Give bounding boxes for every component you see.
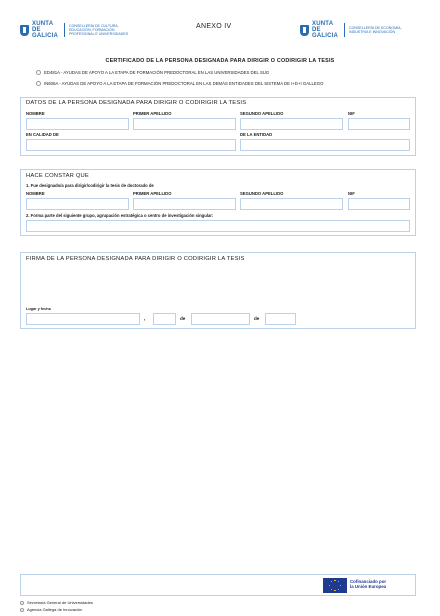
radio-button[interactable]	[36, 70, 41, 75]
xunta-logo-right	[300, 21, 404, 39]
procedure-option-ed481a[interactable]: ED481A - AYUDAS DE APOYO A LA ETAPA DE FORMACIÓN PREDOCTORAL EN LAS UNIVERSIDADES DEL SUG	[36, 70, 269, 75]
director-section-title: DATOS DE LA PERSONA DESIGNADA PARA DIRIGIR O CODIRIGIR LA TESIS	[26, 100, 247, 106]
month-field[interactable]	[191, 313, 250, 325]
year-field[interactable]	[265, 313, 296, 325]
doctorando-segundo-apellido-field[interactable]	[240, 198, 343, 210]
label-segundo-apellido: SEGUNDO APELLIDO	[240, 111, 284, 116]
recipient-option-universidades[interactable]: Secretaría General de Universidades	[20, 600, 93, 605]
hace-constar-item1: 1. Fue designado/a para dirigir/codirigir la tesis de doctorado de	[26, 183, 154, 188]
radio-button[interactable]	[36, 81, 41, 86]
label-entidad: DE LA ENTIDAD	[240, 132, 273, 137]
director-nif-field[interactable]	[348, 118, 410, 130]
signature-title: FIRMA DE LA PERSONA DESIGNADA PARA DIRIGIR O CODIRIGIR LA TESIS	[26, 256, 245, 262]
xunta-brand-right: XUNTA DE GALICIA	[312, 21, 339, 39]
procedure-option-in606a[interactable]: IN606A - AYUDAS DE APOYO A LA ETAPA DE FORMACIÓN PREDOCTORAL EN LAS DEMÁS ENTIDADES DEL SISTEMA DE I+D+I GALLEGO	[36, 81, 323, 86]
grupo-investigacion-field[interactable]	[26, 220, 410, 232]
label-segundo-apellido-2: SEGUNDO APELLIDO	[240, 191, 284, 196]
en-calidad-field[interactable]	[26, 139, 236, 151]
comma-separator: ,	[144, 316, 146, 322]
place-field[interactable]	[26, 313, 140, 325]
doctorando-nif-field[interactable]	[348, 198, 410, 210]
director-primer-apellido-field[interactable]	[133, 118, 236, 130]
xunta-shield-icon	[300, 25, 309, 36]
day-field[interactable]	[153, 313, 176, 325]
place-date-label: Lugar y fecha	[26, 307, 51, 311]
department-left: CONSELLERÍA DE CULTURA, EDUCACIÓN, FORMACIÓN PROFESIONAL E UNIVERSIDADES	[69, 23, 129, 37]
label-nif: NIF	[348, 111, 355, 116]
director-segundo-apellido-field[interactable]	[240, 118, 343, 130]
eu-cofinancing-text: Cofinanciado por la Unión Europea	[350, 579, 387, 590]
eu-flag-icon	[323, 578, 347, 593]
label-nombre-2: NOMBRE	[26, 191, 45, 196]
director-nombre-field[interactable]	[26, 118, 129, 130]
entidad-field[interactable]	[240, 139, 410, 151]
doctorando-nombre-field[interactable]	[26, 198, 129, 210]
label-nif-2: NIF	[348, 191, 355, 196]
xunta-brand-left: XUNTA DE GALICIA	[32, 21, 59, 39]
radio-button[interactable]	[20, 601, 24, 605]
department-right: CONSELLERÍA DE ECONOMÍA, INDUSTRIA E INNOVACIÓN	[349, 25, 402, 34]
document-title: CERTIFICADO DE LA PERSONA DESIGNADA PARA DIRIGIR O CODIRIGIR LA TESIS	[105, 58, 335, 64]
annex-label: ANEXO IV	[196, 23, 232, 30]
recipient-option-innovacion[interactable]: Agencia Gallega de Innovación	[20, 607, 82, 612]
doctorando-primer-apellido-field[interactable]	[133, 198, 236, 210]
de-label-2: de	[254, 316, 260, 321]
xunta-shield-icon	[20, 25, 29, 36]
radio-button[interactable]	[20, 608, 24, 612]
hace-constar-title: HACE CONSTAR QUE	[26, 173, 89, 179]
label-primer-apellido-2: PRIMER APELLIDO	[133, 191, 172, 196]
xunta-logo-left	[20, 21, 131, 39]
label-nombre: NOMBRE	[26, 111, 45, 116]
de-label-1: de	[180, 316, 186, 321]
label-en-calidad: EN CALIDAD DE	[26, 132, 59, 137]
label-primer-apellido: PRIMER APELLIDO	[133, 111, 172, 116]
hace-constar-item2: 2. Forma parte del siguiente grupo, agrupación estratégica o centro de investigación singular:	[26, 213, 214, 218]
